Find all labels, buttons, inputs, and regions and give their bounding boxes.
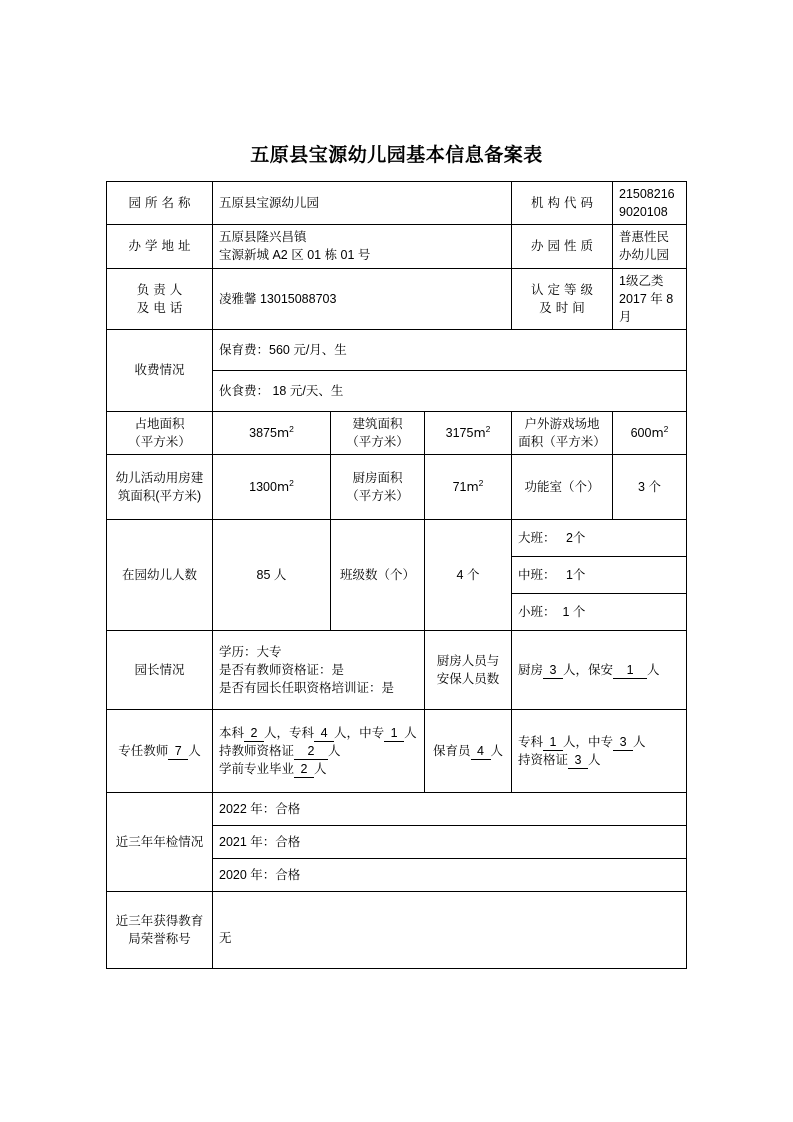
- value-honors: 无: [213, 892, 687, 969]
- address-line-1: 五原县隆兴昌镇: [219, 230, 307, 245]
- accreditation-date: 2017 年 8 月: [619, 291, 674, 324]
- teacher-degree-line: [219, 724, 418, 742]
- teacher-vocational-count: 1: [384, 727, 404, 742]
- label-honors-line-1: 近三年获得教育: [115, 914, 204, 928]
- value-building-area: [425, 411, 512, 454]
- activity-area-number: 1300: [249, 480, 277, 495]
- label-outdoor-area-line-2: 面积（平方米）: [518, 435, 606, 449]
- nursery-college-count: 1: [543, 736, 563, 751]
- building-area-number: 3175: [445, 425, 474, 440]
- activity-area-unit: m: [276, 479, 290, 495]
- big-class-count: 2个: [565, 531, 586, 546]
- value-director: [213, 631, 425, 710]
- value-outdoor-area: [613, 411, 687, 454]
- label-support-staff: [425, 631, 512, 710]
- small-class-count: 1 个: [562, 605, 586, 620]
- label-honors: [107, 892, 213, 969]
- nursery-cert-suffix: 人: [588, 753, 601, 768]
- label-activity-area: [107, 455, 213, 520]
- teacher-vocational-suffix: 人: [404, 725, 417, 740]
- label-outdoor-area: [512, 411, 613, 454]
- kitchen-staff-suffix: 人，: [563, 663, 589, 678]
- label-building-area-line-2: （平方米）: [346, 435, 409, 449]
- kitchen-staff-count: 3: [543, 664, 563, 679]
- nursery-label-suffix: 人: [490, 744, 504, 759]
- label-nursery-workers: [425, 710, 512, 793]
- table-row-principal: [107, 268, 687, 329]
- nursery-cert-prefix: 持资格证: [518, 753, 569, 768]
- table-row-name: [107, 182, 687, 225]
- value-teacher-breakdown: [213, 710, 425, 793]
- page-title: 五原县宝源幼儿园基本信息备案表: [250, 145, 543, 166]
- label-fees: 收费情况: [107, 329, 213, 411]
- value-inspection-2020: 2020 年：合格: [213, 859, 687, 892]
- nursery-cert-line: [518, 751, 680, 769]
- kitchen-area-unit: m: [466, 479, 479, 495]
- label-accreditation-line-2: 及时间: [539, 300, 589, 315]
- value-enrollment: 85 人: [213, 520, 331, 631]
- table-row-honors: [107, 892, 687, 969]
- director-teacher-cert: 是否有教师资格证：是: [219, 663, 345, 678]
- label-kitchen-area-line-2: （平方米）: [346, 489, 409, 504]
- building-area-unit: m: [473, 424, 486, 440]
- value-meal-fee: 伙食费： 18 元/天、生: [213, 370, 687, 411]
- label-activity-area-line-1: 幼儿活动用房建: [115, 471, 204, 485]
- label-honors-line-2: 局荣誉称号: [128, 932, 191, 947]
- nursery-college-suffix: 人，: [563, 735, 589, 749]
- label-outdoor-area-line-1: 户外游戏场地: [524, 416, 600, 431]
- teacher-cert-suffix: 人: [328, 744, 341, 759]
- label-address: 办学地址: [107, 225, 213, 268]
- label-kitchen-area: [331, 455, 425, 520]
- nursery-label-prefix: 保育员: [432, 744, 471, 759]
- kitchen-staff-prefix: 厨房: [518, 663, 544, 678]
- nursery-vocational-suffix: 人: [633, 735, 646, 749]
- land-area-unit-sup: 2: [289, 423, 294, 434]
- teacher-ba-count: 2: [244, 727, 264, 742]
- value-land-area: [213, 411, 331, 454]
- nursery-degree-line: [518, 733, 680, 751]
- value-accreditation: [613, 268, 687, 329]
- label-land-area-line-2: （平方米）: [128, 435, 191, 449]
- value-mid-class: [512, 557, 687, 594]
- director-education: 学历：大专: [219, 644, 282, 659]
- mid-class-count: 1个: [565, 568, 586, 583]
- table-row-enrollment: [107, 520, 687, 557]
- value-function-rooms: 3 个: [613, 455, 687, 520]
- label-full-time-teachers: [107, 710, 213, 793]
- address-line-2: 宝源新城 A2 区 01 栋 01 号: [219, 248, 371, 263]
- label-support-staff-line-1: 厨房人员与: [436, 654, 500, 668]
- label-annual-inspection: 近三年年检情况: [107, 793, 213, 892]
- teacher-cert-line: [219, 742, 418, 760]
- label-class-count: 班级数（个）: [331, 520, 425, 631]
- teacher-major-suffix: 人: [314, 762, 327, 777]
- label-principal-line-1: 负责人: [136, 282, 187, 297]
- label-principal-phone: [107, 268, 213, 329]
- value-support-staff: [512, 631, 687, 710]
- guard-staff-suffix: 人: [647, 663, 660, 678]
- teacher-college-suffix: 人，: [334, 725, 360, 740]
- teacher-college-prefix: 专科: [289, 725, 315, 740]
- table-row-address: [107, 225, 687, 268]
- value-principal-phone: 凌雅馨 13015088703: [213, 268, 512, 329]
- table-row-director: [107, 631, 687, 710]
- director-training-cert: 是否有园长任职资格培训证：是: [219, 681, 395, 696]
- guard-staff-prefix: 保安: [588, 663, 614, 678]
- label-kitchen-area-line-1: 厨房面积: [352, 471, 403, 485]
- nursery-cert-count: 3: [568, 754, 588, 769]
- value-kindergarten-name: 五原县宝源幼儿园: [213, 182, 512, 225]
- kitchen-area-number: 71: [452, 480, 467, 495]
- outdoor-area-unit: m: [651, 424, 664, 440]
- value-small-class: [512, 594, 687, 631]
- label-small-class: 小班：: [518, 605, 556, 620]
- label-mid-class: 中班：: [518, 568, 556, 583]
- label-support-staff-line-2: 安保人员数: [436, 672, 500, 687]
- land-area-number: 3875: [249, 425, 277, 440]
- kindergarten-info-table: [106, 181, 687, 969]
- label-activity-area-line-2: 筑面积(平方米): [117, 489, 202, 504]
- table-row-area-primary: [107, 411, 687, 454]
- value-big-class: [512, 520, 687, 557]
- label-accreditation: [512, 268, 613, 329]
- teacher-vocational-prefix: 中专: [359, 725, 385, 740]
- teacher-cert-count: 2: [294, 745, 328, 760]
- label-institution-code: 机构代码: [512, 182, 613, 225]
- table-row-teachers: [107, 710, 687, 793]
- label-building-area-line-1: 建筑面积: [352, 416, 403, 431]
- nursery-college-prefix: 专科: [518, 735, 544, 749]
- label-kindergarten-name: 园所名称: [107, 182, 213, 225]
- nursery-total-count: 4: [471, 745, 491, 760]
- accreditation-level: 1级乙类: [619, 273, 664, 288]
- value-inspection-2021: 2021 年：合格: [213, 826, 687, 859]
- teacher-ba-prefix: 本科: [219, 725, 245, 740]
- label-school-nature: 办园性质: [512, 225, 613, 268]
- label-enrollment: 在园幼儿人数: [107, 520, 213, 631]
- value-nursery-breakdown: [512, 710, 687, 793]
- label-director: 园长情况: [107, 631, 213, 710]
- label-function-rooms: 功能室（个）: [512, 455, 613, 520]
- land-area-unit: m: [276, 424, 290, 440]
- table-row-inspection-2022: [107, 793, 687, 826]
- value-address: [213, 225, 512, 268]
- teachers-label-suffix: 人: [188, 744, 201, 759]
- label-land-area: [107, 411, 213, 454]
- teacher-ba-suffix: 人，: [264, 725, 290, 740]
- label-big-class: 大班：: [518, 531, 556, 546]
- nursery-vocational-count: 3: [613, 736, 633, 751]
- nursery-vocational-prefix: 中专: [588, 735, 614, 749]
- teachers-label-prefix: 专任教师: [118, 744, 169, 759]
- label-accreditation-line-1: 认定等级: [530, 282, 597, 297]
- outdoor-area-number: 600: [630, 425, 652, 440]
- teacher-college-count: 4: [314, 727, 334, 742]
- activity-area-unit-sup: 2: [289, 477, 294, 488]
- teacher-major-line: [219, 760, 418, 778]
- kitchen-area-unit-sup: 2: [478, 477, 484, 488]
- teacher-cert-prefix: 持教师资格证: [219, 744, 295, 759]
- value-activity-area: [213, 455, 331, 520]
- label-principal-line-2: 及电话: [136, 300, 187, 315]
- building-area-unit-sup: 2: [485, 423, 491, 434]
- label-land-area-line-1: 占地面积: [134, 416, 185, 431]
- value-inspection-2022: 2022 年：合格: [213, 793, 687, 826]
- value-institution-code: 215082169020108: [613, 182, 687, 225]
- teacher-major-prefix: 学前专业毕业: [219, 762, 295, 777]
- value-class-count: 4 个: [425, 520, 512, 631]
- outdoor-area-unit-sup: 2: [663, 423, 669, 434]
- teacher-major-count: 2: [294, 763, 314, 778]
- value-kitchen-area: [425, 455, 512, 520]
- guard-staff-count: 1: [613, 664, 647, 679]
- table-row-area-secondary: [107, 455, 687, 520]
- value-school-nature: 普惠性民办幼儿园: [613, 225, 687, 268]
- label-building-area: [331, 411, 425, 454]
- value-care-fee: 保育费：560 元/月、生: [213, 329, 687, 370]
- table-row-care-fee: [107, 329, 687, 370]
- teachers-total-count: 7: [168, 745, 188, 760]
